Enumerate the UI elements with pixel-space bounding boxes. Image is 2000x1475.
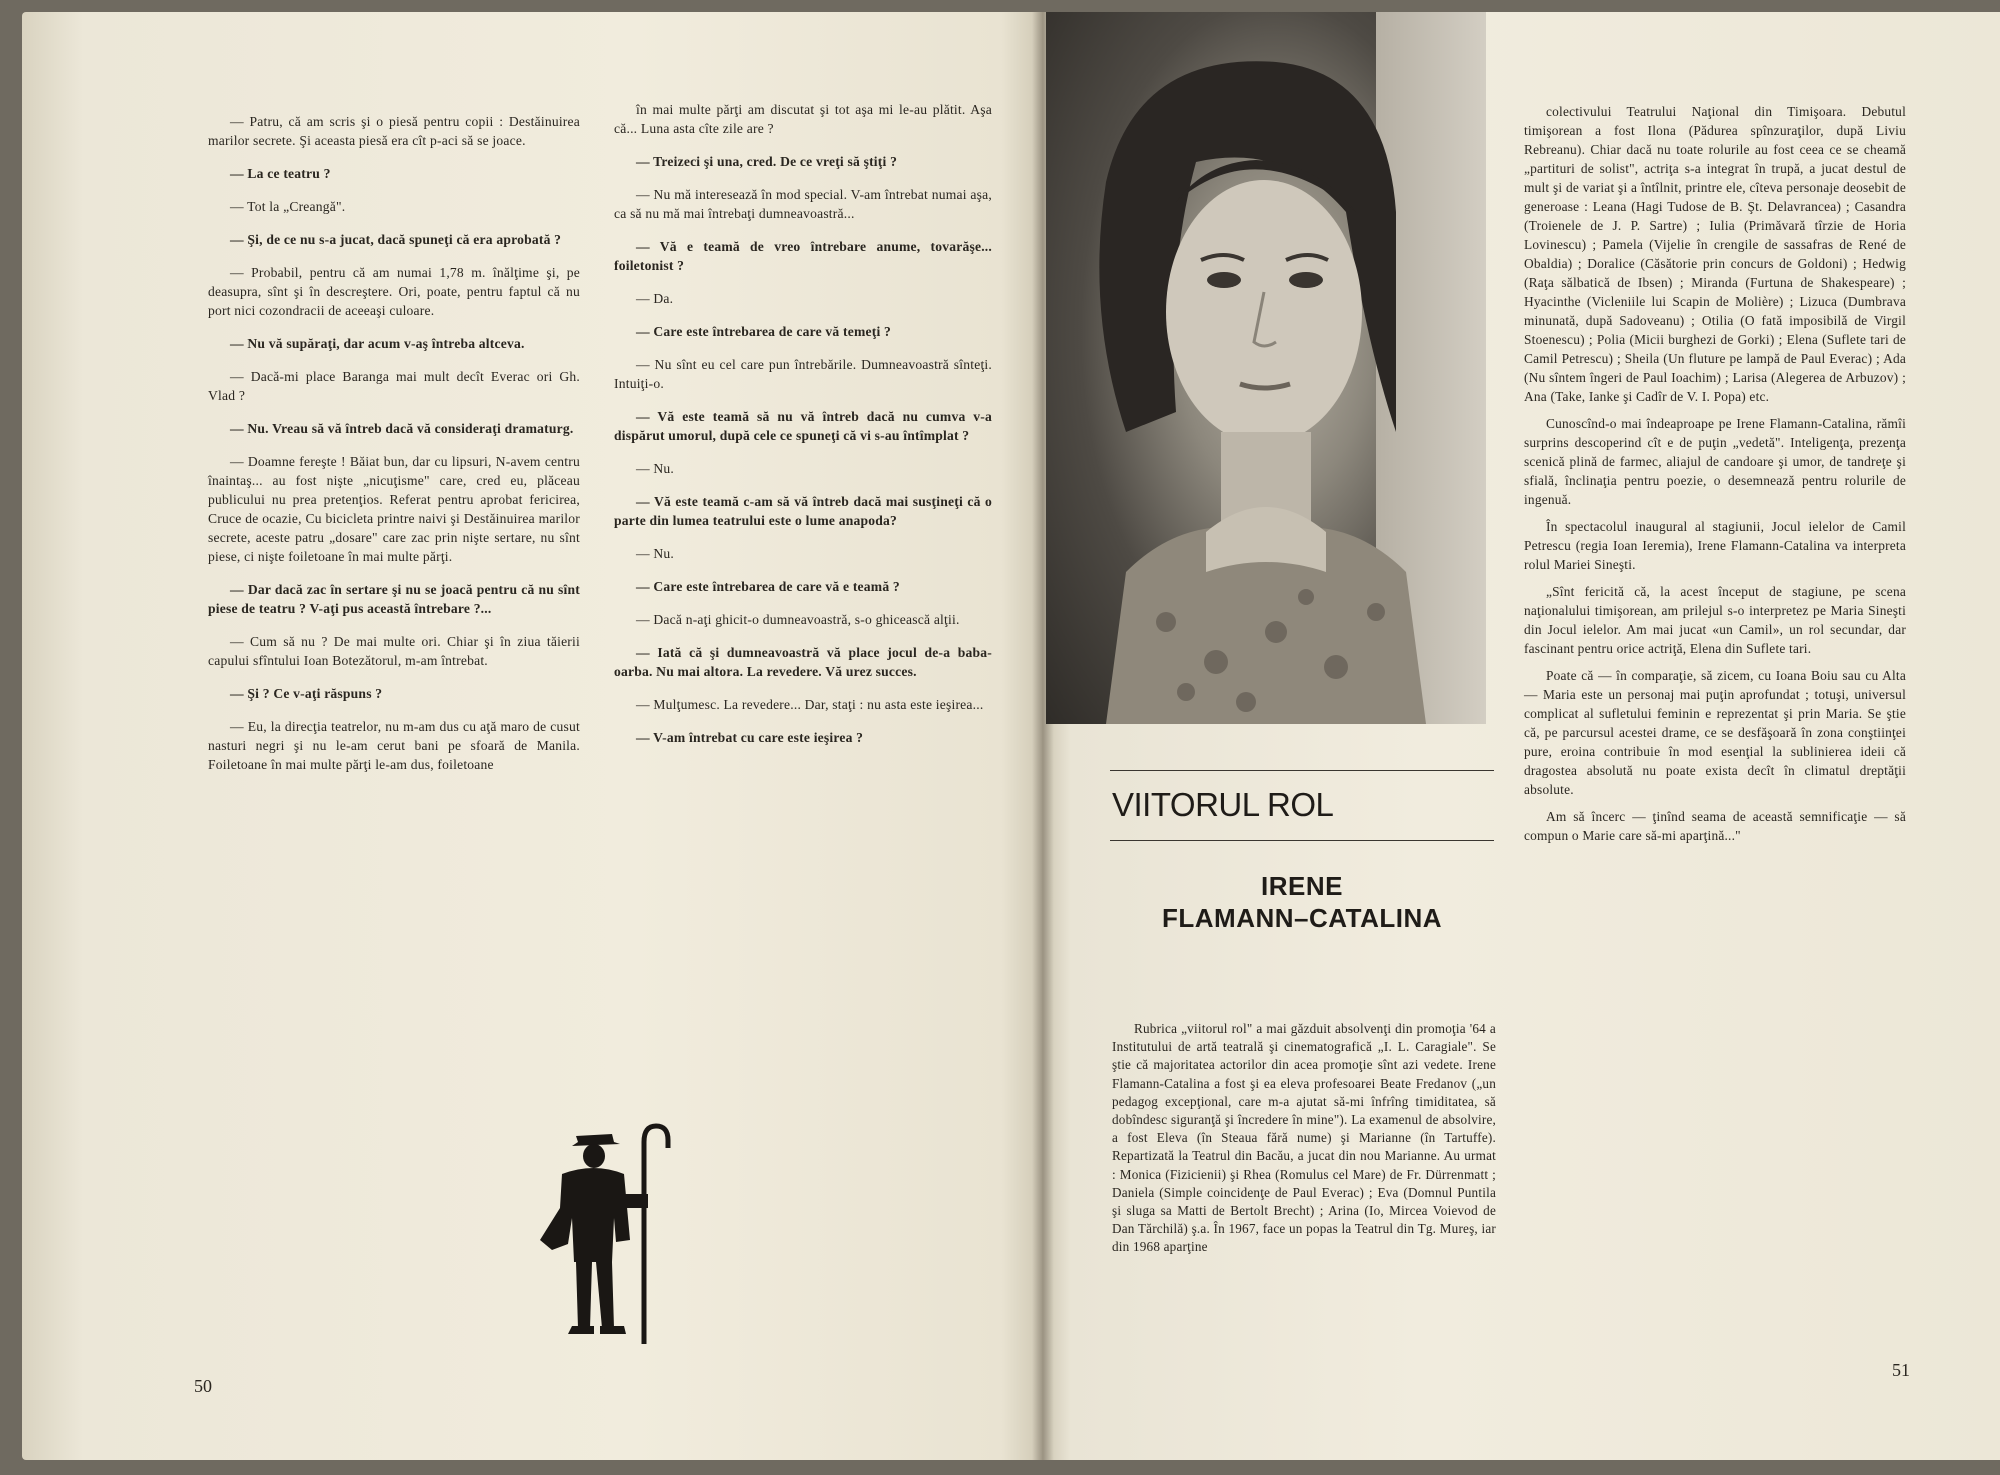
interviewer-question: — La ce teatru ? (230, 166, 331, 181)
article-paragraph: „Sînt fericită că, la acest început de stagiune, pe scena naţionalului timişorean, am prilejul s-o interpretez pe Maria Sineşti din Jocul ielelor. Am mai jucat «un Camil», un rol secundar, dar fascinant pentru orice actriţă, Elena din Suflete tari. (1524, 584, 1906, 656)
interviewer-question: — Treizeci şi una, cred. De ce vreţi să ştiţi ? (636, 154, 898, 169)
interviewer-question: — Vă este teamă c-am să vă întreb dacă mai susţineţi că o parte din lumea teatrului este o lume anapoda? (614, 494, 992, 528)
interviewer-question: — Şi, de ce nu s-a jucat, dacă spuneţi că era aprobată ? (230, 232, 562, 247)
actress-portrait-photo (1046, 12, 1486, 724)
interviewer-question: — Vă este teamă să nu vă întreb dacă nu cumva v-a dispărut umorul, după cele ce spuneţi că vi s-au întîmplat ? (614, 409, 992, 443)
actress-name-line1: IRENE (1261, 871, 1343, 901)
title-rule-top (1110, 770, 1494, 771)
interviewee-answer: — Mulţumesc. La revedere... Dar, staţi : nu asta este ieşirea... (636, 697, 984, 712)
interviewer-question: — Nu. Vreau să vă întreb dacă vă consideraţi dramaturg. (230, 421, 574, 436)
interviewer-question: — Nu vă supăraţi, dar acum v-aş întreba altceva. (230, 336, 525, 351)
interviewee-answer: — Da. (636, 291, 674, 306)
interviewee-answer: în mai multe părţi am discutat şi tot aşa mi le-au plătit. Aşa că... Luna asta cîte zile are ? (614, 102, 992, 136)
article-paragraph: Poate că — în comparaţie, să zicem, cu Ioana Boiu sau cu Alta — Maria este un personaj mai puţin aprofundat ; totuşi, universul complicat al sufletului feminin e reprezentat şi prin Maria. Se ştie că, pe parcursul acestei drame, ce se desfăşoară în zona conştiinţei pure, eroina contribuie în mod esenţial la sublinierea ideii că dragostea absolută nu poate exista decît în climatul dreptăţii absolute. (1524, 668, 1906, 797)
title-rule-bottom (1110, 840, 1494, 841)
interviewee-answer: — Doamne fereşte ! Băiat bun, dar cu lipsuri, N-avem centru înaintaş... au fost nişte „nicuţisme" care, cred eu, plăceau publicului nu prea pretenţios. Referat pentru aprobat fericirea, Cruce de ocazie, Cu bicicleta printre naivi şi Destăinuirea marilor secrete, aceste patru „dosare" care zac prin nişte sertare, nu sînt piese, ci nişte foiletoane în mai multe părţi. (208, 454, 580, 564)
left-page-column-1 (208, 112, 580, 788)
interviewer-question: — Care este întrebarea de care vă e teamă ? (636, 579, 900, 594)
interviewee-answer: — Nu. (636, 461, 675, 476)
article-paragraph: Am să încerc — ţinînd seama de această semnificaţie — să compun o Marie care să-mi aparţină..." (1524, 809, 1906, 843)
interviewee-answer: — Dacă n-aţi ghicit-o dumneavoastră, s-o ghicească alţii. (636, 612, 960, 627)
interviewee-answer: — Cum să nu ? De mai multe ori. Chiar şi în ziua tăierii capului sfîntului Ioan Botezătorul, m-am întrebat. (208, 634, 580, 668)
actress-name-line2: FLAMANN–CATALINA (1162, 903, 1442, 933)
page-number-left: 50 (194, 1376, 212, 1396)
interviewer-question: — Şi ? Ce v-aţi răspuns ? (230, 686, 383, 701)
interviewee-answer: — Dacă-mi place Baranga mai mult decît Everac ori Gh. Vlad ? (208, 369, 580, 403)
page-number-right: 51 (1892, 1360, 1910, 1380)
shepherd-illustration (532, 1122, 672, 1347)
right-page-column-1 (1112, 1020, 1496, 1265)
interviewee-answer: — Nu mă interesează în mod special. V-am întrebat numai aşa, ca să nu mă mai întrebaţi dumneavoastră... (614, 187, 992, 221)
interviewer-question: — Vă e teamă de vreo întrebare anume, tovarăşe... foiletonist ? (614, 239, 992, 273)
article-paragraph: În spectacolul inaugural al stagiunii, Jocul ielelor de Camil Petrescu (regia Ioan Ieremia), Irene Flamann-Catalina va interpreta rolul Mariei Sineşti. (1524, 519, 1906, 572)
article-paragraph: Rubrica „viitorul rol" a mai găzduit absolvenţi din promoţia '64 a Institutului de artă teatrală şi cinematografică „I. L. Caragiale". Se ştie că majoritatea actorilor din acea promoţie sînt azi vedete. Irene Flamann-Catalina a fost şi ea eleva profesoarei Beate Fredanov („un pedagog excepţional, care m-a ajutat să-mi înfrîng timiditatea, să dobîndesc siguranţă şi încredere în mine"). La examenul de absolvire, a fost Eleva (în Steaua fără nume) şi Marianne (în Tartuffe). Repartizată la Teatrul din Bacău, a jucat din nou Marianne. Au urmat : Monica (Fizicienii) şi Rhea (Romulus cel Mare) de Fr. Dürrenmatt ; Daniela (Simple coincidenţe de Paul Everac) ; Eva (Domnul Puntila şi sluga sa Matti de Bertolt Brecht) ; Arina (Io, Mircea Voievod de Dan Tărchilă) ş.a. În 1967, face un popas la Teatrul din Tg. Mureş, iar din 1968 aparţine (1112, 1021, 1496, 1255)
interviewer-question: — Iată că şi dumneavoastră vă place jocul de-a baba-oarba. Nu mai altora. La revedere. Vă urez succes. (614, 645, 992, 679)
section-heading: VIITORUL ROL (1112, 786, 1334, 823)
interviewee-answer: — Probabil, pentru că am numai 1,78 m. înălţime şi, pe deasupra, sînt şi în descreştere. Ori, poate, pentru faptul că nu port nici cozondracii de aceeaşi culoare. (208, 265, 580, 318)
right-page-column-2 (1524, 102, 1906, 853)
left-page-column-2 (614, 100, 992, 761)
interviewee-answer: — Nu sînt eu cel care pun întrebările. Dumneavoastră sînteţi. Intuiţi-o. (614, 357, 992, 391)
article-paragraph: colectivului Teatrului Naţional din Timişoara. Debutul timişorean a fost Ilona (Pădurea spînzuraţilor, după Liviu Rebreanu). Chiar dacă nu toate rolurile au fost ceea ce se cheamă „partituri de solist", actriţa s-a integrat în trupă, a jucat destul de mult şi de variat şi a întîlnit, printre ele, cîteva personaje deosebit de generoase : Leana (Hagi Tudose de B. Şt. Delavrancea) ; Casandra (Troienele de J. P. Sartre) ; Iulia (Primăvară tîrzie de Horia Lovinescu) ; Pamela (Vijelie în crengile de sassafras de René de Obaldia) ; Doralice (Căsătorie prin concurs de Goldoni) ; Hedwig (Raţa sălbatică de Ibsen) ; Miranda (Furtuna de Shakespeare) ; Hyacinthe (Vicleniile lui Scapin de Molière) ; Lizuca (Dumbrava minunată, după Sadoveanu) ; Otilia (O fată imposibilă de Virgil Stoenescu) ; Polia (Micii burghezi de Gorki) ; Elena (Suflete tari de Camil Petrescu) ; Sheila (Un fluture pe lampă de Paul Everac) ; Ada (Nu sîntem îngeri de Paul Ioachim) ; Larisa (Alegerea de Arbuzov) ; Ana (Take, Ianke şi Cadîr de V. I. Popa) etc. (1524, 104, 1906, 404)
interviewee-answer: — Patru, că am scris şi o piesă pentru copii : Destăinuirea marilor secrete. Şi aceasta piesă era cît p-aci să se joace. (208, 114, 580, 148)
interviewer-question: — Dar dacă zac în sertare şi nu se joacă pentru că nu sînt piese de teatru ? V-aţi pus această întrebare ?... (208, 582, 580, 616)
interviewee-answer: — Tot la „Creangă". (230, 199, 346, 214)
interviewer-question: — V-am întrebat cu care este ieşirea ? (636, 730, 864, 745)
interviewee-answer: — Nu. (636, 546, 675, 561)
interviewee-answer: — Eu, la direcţia teatrelor, nu m-am dus cu aţă maro de cusut nasturi negri şi nu le-am cerut bani pe sfoară de Manila. Foiletoane în mai multe părţi le-am dus, foiletoane (208, 719, 580, 772)
article-paragraph: Cunoscînd-o mai îndeaproape pe Irene Flamann-Catalina, rămîi surprins descoperind cît e de puţin „vedetă". Inteligenţa, prezenţa scenică plină de farmec, aliajul de candoare şi umor, de tandreţe şi sfială, înclinaţia pentru poezie, o desemnează pentru rolurile de ingenuă. (1524, 416, 1906, 507)
interviewer-question: — Care este întrebarea de care vă temeţi ? (636, 324, 892, 339)
